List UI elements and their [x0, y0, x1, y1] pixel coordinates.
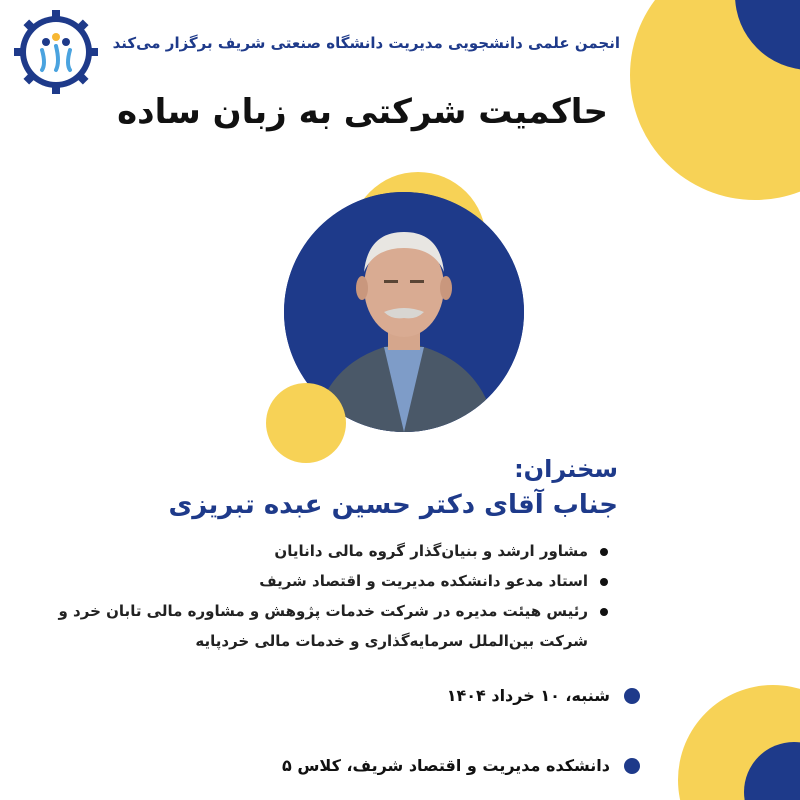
event-date-row	[447, 686, 640, 705]
bullet-dot-icon	[624, 758, 640, 774]
speaker-bio-list	[50, 536, 610, 656]
event-title: حاکمیت شرکتی به زبان ساده	[117, 92, 608, 132]
bullet-dot-icon	[624, 688, 640, 704]
event-date: شنبه، ۱۰ خرداد ۱۴۰۴	[446, 686, 610, 705]
association-gear-logo-icon	[14, 10, 98, 94]
event-location: دانشکده مدیریت و اقتصاد شریف، کلاس ۵	[282, 756, 610, 775]
bio-item: مشاور ارشد و بنیان‌گذار گروه مالی دانایان	[50, 536, 610, 566]
bio-item: استاد مدعو دانشکده مدیریت و اقتصاد شریف	[50, 566, 610, 596]
decor-yellow-circle-portrait-left	[266, 383, 346, 463]
organizer-line: انجمن علمی دانشجویی مدیریت دانشگاه صنعتی شریف برگزار می‌کند	[112, 34, 620, 52]
event-location-row	[282, 756, 640, 775]
association-logo	[14, 10, 98, 94]
speaker-name: جناب آقای دکتر حسین عبده تبریزی	[168, 490, 618, 520]
bio-item: رئیس هیئت مدیره در شرکت خدمات پژوهش و مشاوره مالی تابان خرد و شرکت بین‌الملل سرمایه‌گذاری و خدمات مالی خردپایه	[50, 596, 610, 656]
speaker-label: سخنران:	[514, 455, 618, 483]
